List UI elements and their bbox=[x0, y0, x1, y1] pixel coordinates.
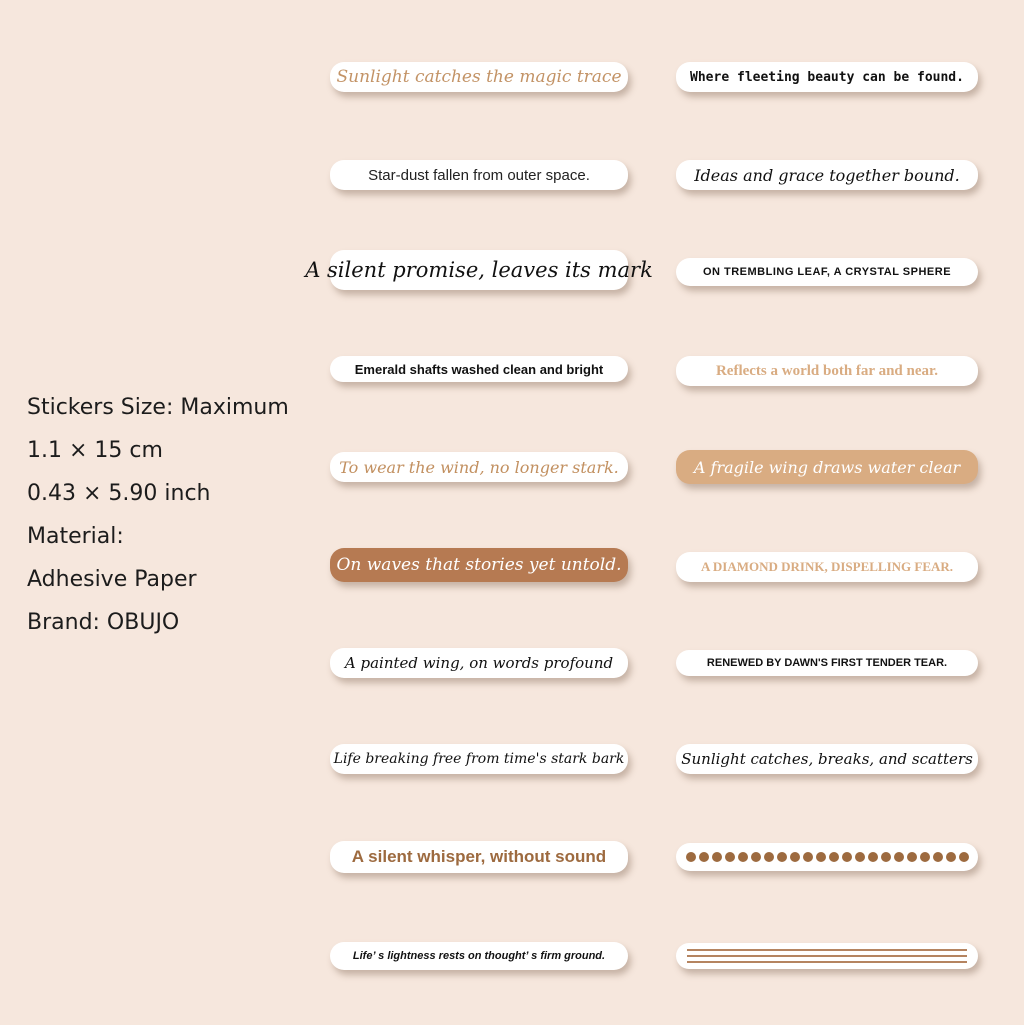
size-inch: 0.43 × 5.90 inch bbox=[27, 481, 211, 506]
dot bbox=[946, 852, 956, 862]
dot bbox=[699, 852, 709, 862]
sticker-right-1 bbox=[676, 62, 978, 92]
material-value: Adhesive Paper bbox=[27, 567, 197, 592]
stripe-group bbox=[687, 949, 967, 963]
dot bbox=[686, 852, 696, 862]
sticker-text: Sunlight catches the magic trace bbox=[336, 67, 622, 87]
sticker-right-2 bbox=[676, 160, 978, 190]
sticker-text: Where fleeting beauty can be found. bbox=[690, 69, 964, 85]
dot bbox=[829, 852, 839, 862]
dot bbox=[855, 852, 865, 862]
sticker-left-5 bbox=[330, 452, 628, 482]
dot bbox=[868, 852, 878, 862]
sticker-text: To wear the wind, no longer stark. bbox=[339, 457, 619, 477]
sticker-left-10 bbox=[330, 942, 628, 970]
sticker-text: Life breaking free from time's stark bark bbox=[333, 751, 625, 767]
stripe-line bbox=[687, 961, 967, 963]
sticker-left-9 bbox=[330, 841, 628, 873]
sticker-text: A silent promise, leaves its mark bbox=[305, 258, 653, 282]
dot bbox=[738, 852, 748, 862]
brand-label: Brand: OBUJO bbox=[27, 610, 180, 635]
stripe-line bbox=[687, 949, 967, 951]
sticker-left-7 bbox=[330, 648, 628, 678]
sticker-left-6 bbox=[330, 548, 628, 582]
sticker-right-4 bbox=[676, 356, 978, 386]
sticker-text: Reflects a world both far and near. bbox=[715, 362, 939, 379]
specs-panel bbox=[27, 386, 289, 644]
dot bbox=[907, 852, 917, 862]
sticker-left-1 bbox=[330, 62, 628, 92]
sticker-text: ON TREMBLING LEAF, A CRYSTAL SPHERE bbox=[702, 266, 952, 278]
sticker-text: A DIAMOND DRINK, DISPELLING FEAR. bbox=[700, 559, 954, 574]
dot bbox=[712, 852, 722, 862]
sticker-text: Sunlight catches, breaks, and scatters bbox=[681, 750, 973, 768]
dot bbox=[816, 852, 826, 862]
dotted-border-sticker bbox=[676, 843, 978, 871]
sticker-left-3 bbox=[305, 250, 653, 290]
size-label: Stickers Size: Maximum bbox=[27, 395, 289, 420]
dot bbox=[751, 852, 761, 862]
sticker-right-6 bbox=[676, 552, 978, 582]
sticker-text: Ideas and grace together bound. bbox=[694, 165, 960, 185]
dot bbox=[764, 852, 774, 862]
dot bbox=[777, 852, 787, 862]
dot bbox=[881, 852, 891, 862]
sticker-right-8 bbox=[676, 744, 978, 774]
striped-line-sticker bbox=[676, 943, 978, 969]
sticker-right-7 bbox=[676, 650, 978, 676]
dot-row bbox=[686, 852, 969, 862]
sticker-right-5 bbox=[676, 450, 978, 484]
sticker-left-2 bbox=[330, 160, 628, 190]
sticker-text: On waves that stories yet untold. bbox=[336, 555, 622, 575]
dot bbox=[933, 852, 943, 862]
sticker-text: RENEWED BY DAWN'S FIRST TENDER TEAR. bbox=[706, 657, 948, 669]
dot bbox=[803, 852, 813, 862]
sticker-text: A silent whisper, without sound bbox=[351, 847, 607, 866]
dot bbox=[920, 852, 930, 862]
material-label: Material: bbox=[27, 524, 124, 549]
sticker-left-8 bbox=[330, 744, 628, 774]
dot bbox=[842, 852, 852, 862]
sticker-text: Life’ s lightness rests on thought’ s firm ground. bbox=[352, 950, 606, 962]
stripe-line bbox=[687, 955, 967, 957]
sticker-text: Star-dust fallen from outer space. bbox=[368, 166, 590, 184]
dot bbox=[790, 852, 800, 862]
sticker-right-3 bbox=[676, 258, 978, 286]
size-cm: 1.1 × 15 cm bbox=[27, 438, 163, 463]
dot bbox=[894, 852, 904, 862]
sticker-text: A painted wing, on words profound bbox=[344, 654, 614, 672]
sticker-text: Emerald shafts washed clean and bright bbox=[354, 361, 604, 377]
sticker-left-4 bbox=[330, 356, 628, 382]
sticker-text: A fragile wing draws water clear bbox=[693, 457, 961, 477]
dot bbox=[725, 852, 735, 862]
dot bbox=[959, 852, 969, 862]
